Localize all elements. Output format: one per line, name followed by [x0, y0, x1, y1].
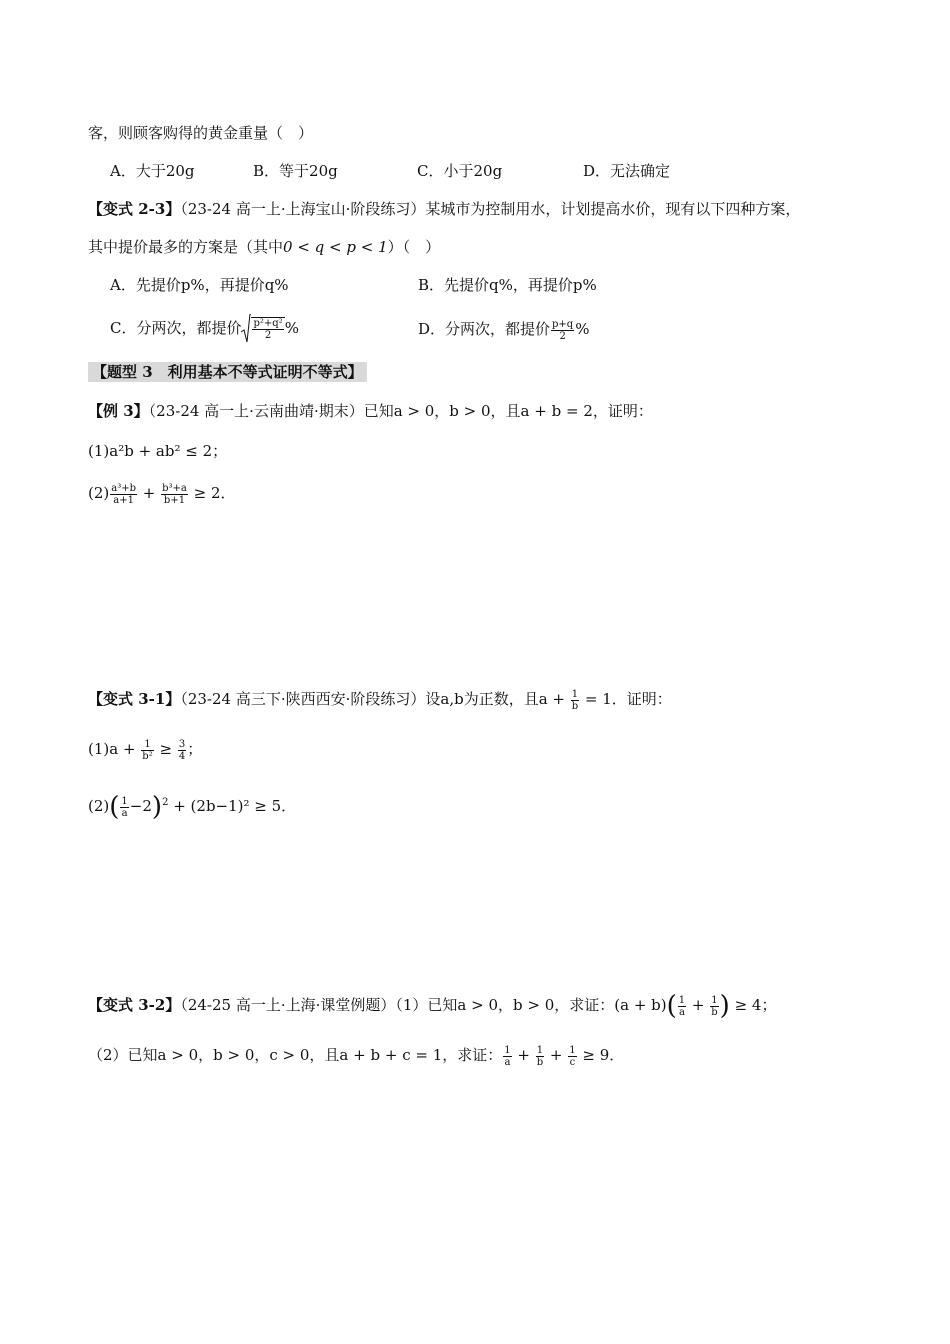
- text: ≥ 9．: [577, 1046, 625, 1064]
- frac-den: 2: [264, 330, 272, 342]
- frac-num: b³+a: [162, 482, 187, 494]
- frac-num: p+q: [552, 318, 574, 330]
- heading-label: 【题型 3 利用基本不等式证明不等式】: [88, 362, 367, 382]
- text: ；: [187, 740, 203, 758]
- v23-option-b: B．先提价q%，再提价p%: [418, 276, 597, 294]
- section-heading: [88, 361, 367, 383]
- text: 其中提价最多的方案是（其中: [88, 238, 284, 256]
- example-3-part2: [88, 482, 236, 506]
- condition-math: 0 < q < p < 1: [283, 238, 388, 256]
- text: (2): [88, 484, 110, 502]
- paren: (: [666, 991, 677, 1021]
- v23-option-c: [110, 314, 299, 344]
- text: ≥ 4；: [729, 996, 777, 1014]
- frac-num: 1: [504, 1044, 511, 1056]
- text: ）（ ）: [387, 238, 441, 256]
- frac-num: 1: [536, 1044, 544, 1056]
- frac-den: b: [571, 700, 579, 712]
- variant-source-text: （23-24 高一上·上海宝山·阶段练习）某城市为控制用水，计划提高水价，现有以下四种方案，: [180, 200, 801, 218]
- text: (2): [88, 797, 110, 815]
- text: ≥ 2．: [188, 484, 236, 502]
- text: +: [687, 996, 710, 1014]
- option-b: B．等于20g: [253, 162, 338, 180]
- text: （24-25 高一上·上海·课堂例题）（1）已知a > 0，b > 0，求证：(a + b): [180, 996, 667, 1014]
- frac-num: 1: [569, 1044, 576, 1056]
- variant-3-2: [88, 991, 777, 1021]
- text: D．分两次，都提价: [418, 320, 551, 338]
- variant-3-1: [88, 688, 672, 712]
- paren: ): [719, 991, 730, 1021]
- frac-num: 1: [141, 739, 153, 751]
- frac-num: 1: [678, 994, 686, 1006]
- text: （2）已知a > 0，b > 0，c > 0，且a + b + c = 1，求证：: [88, 1046, 503, 1064]
- text: +: [138, 484, 161, 502]
- frac-den: 4: [178, 750, 186, 762]
- frac-den: a: [678, 1006, 685, 1018]
- example-text: （23-24 高一上·云南曲靖·期末）已知a > 0，b > 0，且a + b = 2，证明：: [148, 402, 653, 420]
- frac-den: 2: [559, 330, 566, 342]
- percent: %: [575, 320, 590, 338]
- variant-tag: 【变式 3-2】: [88, 996, 181, 1014]
- v23-option-a: A．先提价p%，再提价q%: [110, 276, 289, 294]
- variant-2-3-line2: [88, 236, 440, 258]
- text: (1)a +: [88, 740, 141, 758]
- frac-num: 1: [571, 688, 579, 700]
- paren: ): [151, 792, 163, 822]
- frac-num: 1: [711, 994, 718, 1006]
- variant-tag: 【变式 2-3】: [88, 200, 181, 218]
- frac-den: b: [536, 1056, 544, 1068]
- frac-den: a: [121, 807, 128, 819]
- option-c: C．小于20g: [417, 162, 503, 180]
- frac-den: c: [569, 1056, 576, 1068]
- frac-den: b: [711, 1006, 718, 1018]
- frac-num: a³+b: [111, 482, 137, 494]
- sqrt-symbol: [241, 314, 284, 344]
- variant-3-2-part2: （2）已知a > 0，b > 0，c > 0，且a + b + c = 1，求证： $\frac{1}{a}$ + $\frac{1}{b}$ + $\frac{1}{c}$ ≥ 9．: [88, 1044, 625, 1068]
- variant-tag: 【变式 3-1】: [88, 690, 181, 708]
- frac-den: b²: [142, 750, 153, 762]
- example-tag: 【例 3】: [88, 402, 149, 420]
- option-a: A．大于20g: [110, 162, 195, 180]
- frac-num: 3: [178, 738, 186, 750]
- example-3-part1: (1)a²b + ab² ≤ 2；: [88, 442, 228, 460]
- text: （23-24 高三下·陕西西安·阶段练习）设a,b为正数，且a +: [180, 690, 570, 708]
- text: C．分两次，都提价: [110, 319, 242, 337]
- variant-3-1-part2: [88, 792, 297, 822]
- percent: %: [284, 319, 299, 337]
- question-continuation: 客，则顾客购得的黄金重量（ ）: [88, 124, 314, 142]
- frac-den: b+1: [163, 494, 186, 506]
- v23-option-d: [418, 318, 589, 342]
- text: + (2b−1)² ≥ 5．: [168, 797, 297, 815]
- exponent: 2: [162, 797, 169, 808]
- frac-num: 1: [121, 795, 128, 807]
- variant-3-1-part1: [88, 738, 202, 762]
- frac-num: p²+q²: [253, 318, 283, 330]
- paren: (: [109, 792, 120, 822]
- frac-den: a+1: [113, 494, 134, 506]
- text: = 1．证明：: [580, 690, 672, 708]
- example-3: [88, 400, 653, 422]
- frac-den: a: [504, 1056, 511, 1068]
- text: −2: [129, 797, 152, 815]
- option-d: D．无法确定: [583, 162, 671, 180]
- text: ≥: [154, 740, 177, 758]
- variant-2-3-line1: [88, 198, 800, 220]
